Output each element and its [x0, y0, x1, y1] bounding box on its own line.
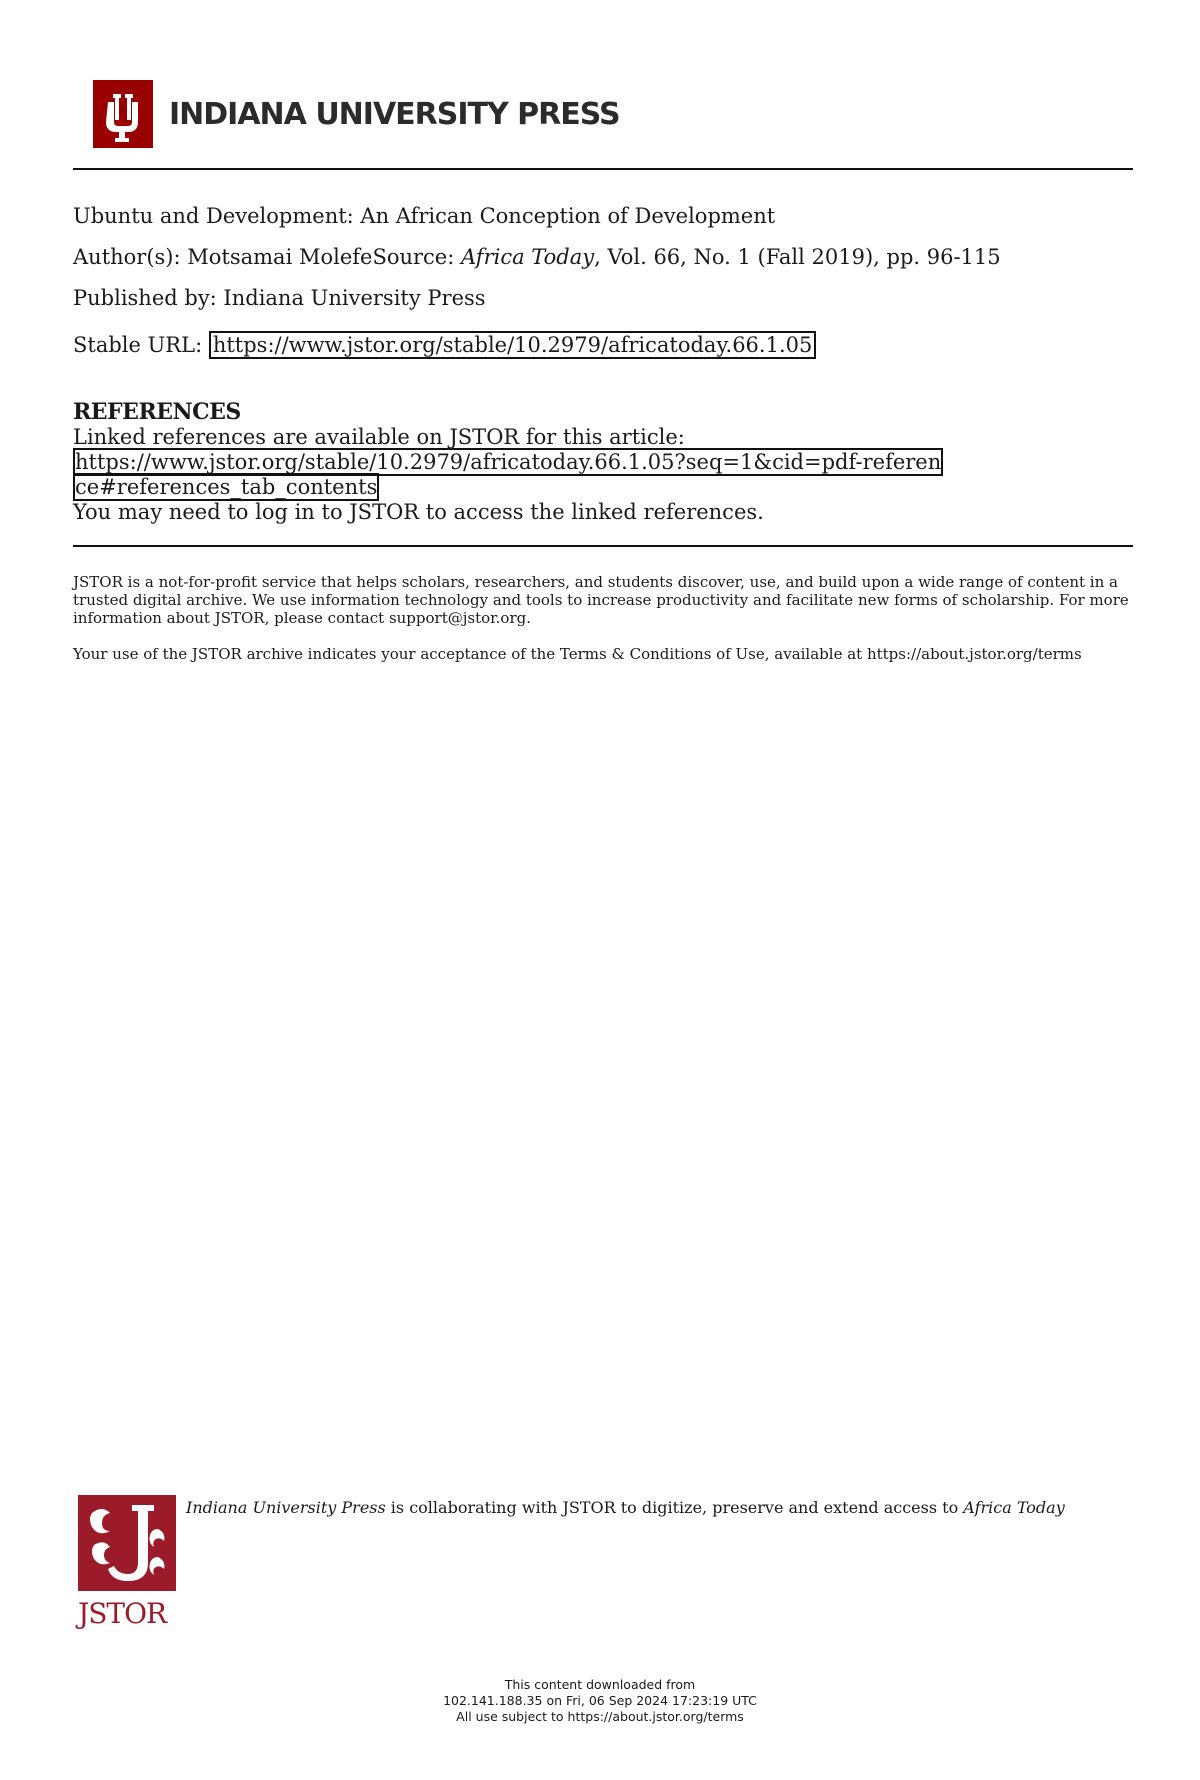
stable-url-link[interactable]: https://www.jstor.org/stable/10.2979/africatoday.66.1.05 — [209, 331, 817, 359]
publisher-line: Published by: Indiana University Press — [73, 286, 486, 310]
references-link[interactable]: https://www.jstor.org/stable/10.2979/africatoday.66.1.05?seq=1&cid=pdf-reference#references_tab_contents — [75, 450, 942, 499]
collab-publisher: Indiana University Press — [186, 1498, 386, 1517]
stable-url-line — [73, 333, 816, 357]
references-intro: Linked references are available on JSTOR for this article: — [73, 425, 685, 449]
author-source-line — [73, 245, 1001, 269]
collaboration-note — [186, 1498, 1086, 1517]
publisher-logo — [93, 80, 620, 148]
source-journal: Africa Today — [461, 245, 595, 269]
author-name: Motsamai Molefe — [187, 245, 373, 269]
author-label: Author(s): — [73, 245, 188, 269]
stable-url-label: Stable URL: — [73, 333, 209, 357]
collab-journal: Africa Today — [963, 1498, 1065, 1517]
article-title: Ubuntu and Development: An African Conception of Development — [73, 204, 776, 228]
source-label: Source: — [372, 245, 461, 269]
middle-divider — [73, 545, 1133, 547]
jstor-terms-paragraph: Your use of the JSTOR archive indicates your acceptance of the Terms & Conditions of Use, available at https://about.jstor.org/terms — [73, 645, 1082, 663]
jstor-about-paragraph: JSTOR is a not-for-profit service that helps scholars, researchers, and students discover, use, and build upon a wide range of content in a trusted digital archive. We use information technology and tools to increase productivity and facilitate new forms of scholarship. For more information about JSTOR, please contact support@jstor.org. — [73, 573, 1129, 627]
jstor-wordmark: JSTOR — [78, 1597, 167, 1630]
source-details: , Vol. 66, No. 1 (Fall 2019), pp. 96-115 — [594, 245, 1001, 269]
jstor-seal-icon — [78, 1495, 176, 1591]
collab-text: is collaborating with JSTOR to digitize, preserve and extend access to — [385, 1498, 964, 1517]
download-line-2: 102.141.188.35 on Fri, 06 Sep 2024 17:23:19 UTC — [443, 1693, 757, 1708]
publisher-name: INDIANA UNIVERSITY PRESS — [169, 96, 620, 132]
iu-trident-logo-icon — [93, 80, 153, 148]
download-line-3: All use subject to https://about.jstor.org/terms — [456, 1709, 744, 1724]
references-login-note: You may need to log in to JSTOR to access the linked references. — [73, 500, 764, 524]
references-section — [73, 400, 973, 525]
jstor-logo — [78, 1495, 178, 1630]
references-heading: REFERENCES — [73, 399, 241, 425]
download-stamp — [0, 1677, 1200, 1725]
top-divider — [73, 168, 1133, 170]
download-line-1: This content downloaded from — [504, 1677, 696, 1692]
